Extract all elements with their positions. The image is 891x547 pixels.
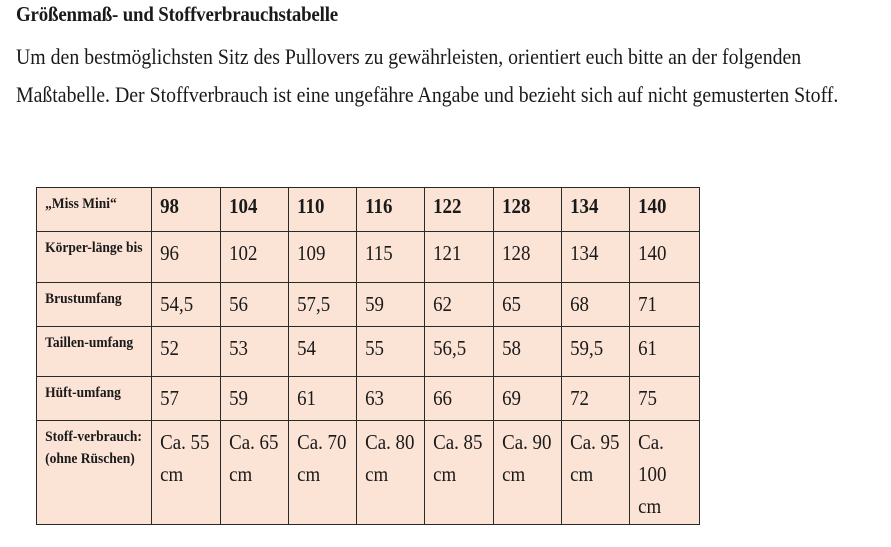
size-header-cell xyxy=(630,188,700,232)
table-cell xyxy=(152,327,221,377)
table-cell xyxy=(152,377,221,421)
table-cell xyxy=(562,327,630,377)
size-label: 104 xyxy=(229,194,258,218)
intro-text xyxy=(16,38,880,114)
cell-value: 65 xyxy=(502,292,521,316)
size-label: 98 xyxy=(160,194,179,218)
cell-value: 68 xyxy=(570,292,589,316)
intro-paragraph: Um den bestmöglichsten Sitz des Pullovers zu gewährleisten, orientiert euch bitte an der folgenden Maßtabelle. Der Stoffverbrauch ist eine ungefähre Angabe und bezieht sich auf nicht gemusterten Stoff. xyxy=(16,44,839,107)
cell-value: 59 xyxy=(365,292,384,316)
table-header-row xyxy=(37,188,700,232)
cell-value: 54,5 xyxy=(160,292,194,316)
cell-value: 56 xyxy=(229,292,248,316)
row-label-cell xyxy=(37,232,152,283)
table-cell xyxy=(357,327,425,377)
table-cell xyxy=(289,421,357,525)
table-cell xyxy=(289,232,357,283)
table-cell xyxy=(630,232,700,283)
size-header-cell xyxy=(152,188,221,232)
row-label-cell xyxy=(37,377,152,421)
cell-value: Ca. 90 cm xyxy=(502,430,552,486)
table-cell xyxy=(630,327,700,377)
cell-value: 121 xyxy=(433,241,462,265)
table-cell xyxy=(152,421,221,525)
header-label-cell xyxy=(37,188,152,232)
size-header-cell xyxy=(221,188,289,232)
table-row xyxy=(37,421,700,525)
cell-value: 102 xyxy=(229,241,258,265)
table-cell xyxy=(630,377,700,421)
table-cell xyxy=(289,283,357,327)
table-cell xyxy=(494,377,562,421)
table-cell xyxy=(221,283,289,327)
table-cell xyxy=(562,377,630,421)
cell-value: Ca. 100 cm xyxy=(638,430,667,518)
table-cell xyxy=(562,283,630,327)
cell-value: 128 xyxy=(502,241,531,265)
row-label: Stoff-verbrauch: (ohne Rüschen) xyxy=(45,429,142,467)
table-cell xyxy=(425,327,494,377)
cell-value: 140 xyxy=(638,241,667,265)
size-chart-table xyxy=(36,187,700,525)
table-cell xyxy=(562,421,630,525)
cell-value: 59 xyxy=(229,386,248,410)
size-label: 140 xyxy=(638,194,667,218)
cell-value: 109 xyxy=(297,241,326,265)
cell-value: 58 xyxy=(502,336,521,360)
cell-value: 75 xyxy=(638,386,657,410)
cell-value: 66 xyxy=(433,386,452,410)
table-cell xyxy=(425,377,494,421)
size-label: 134 xyxy=(570,194,599,218)
cell-value: 134 xyxy=(570,241,599,265)
cell-value: 59,5 xyxy=(570,336,604,360)
cell-value: Ca. 70 cm xyxy=(297,430,347,486)
cell-value: 52 xyxy=(160,336,179,360)
header-label: „Miss Mini“ xyxy=(45,196,117,212)
cell-value: Ca. 55 cm xyxy=(160,430,210,486)
cell-value: 63 xyxy=(365,386,384,410)
table-cell xyxy=(289,377,357,421)
table-cell xyxy=(630,283,700,327)
table-cell xyxy=(357,283,425,327)
table-cell xyxy=(221,377,289,421)
size-header-cell xyxy=(494,188,562,232)
table-row xyxy=(37,377,700,421)
table-row xyxy=(37,283,700,327)
table-cell xyxy=(494,232,562,283)
cell-value: 115 xyxy=(365,241,393,265)
row-label: Taillen-umfang xyxy=(45,335,134,351)
cell-value: Ca. 80 cm xyxy=(365,430,415,486)
table-cell xyxy=(152,283,221,327)
cell-value: 72 xyxy=(570,386,589,410)
size-label: 116 xyxy=(365,194,393,218)
table-cell xyxy=(357,232,425,283)
table-row xyxy=(37,232,700,283)
row-label-cell xyxy=(37,283,152,327)
cell-value: 54 xyxy=(297,336,316,360)
row-label: Hüft-umfang xyxy=(45,385,121,401)
table-cell xyxy=(630,421,700,525)
table-row xyxy=(37,327,700,377)
cell-value: 71 xyxy=(638,292,657,316)
size-label: 110 xyxy=(297,194,325,218)
row-label-cell xyxy=(37,421,152,525)
cell-value: 57,5 xyxy=(297,292,331,316)
table-cell xyxy=(221,232,289,283)
size-header-cell xyxy=(357,188,425,232)
cell-value: 96 xyxy=(160,241,179,265)
table-cell xyxy=(494,327,562,377)
row-label: Brustumfang xyxy=(45,291,122,307)
table-cell xyxy=(357,377,425,421)
table-cell xyxy=(289,327,357,377)
size-header-cell xyxy=(289,188,357,232)
table-cell xyxy=(152,232,221,283)
table-cell xyxy=(425,421,494,525)
table-cell xyxy=(494,421,562,525)
cell-value: 57 xyxy=(160,386,179,410)
cell-value: Ca. 65 cm xyxy=(229,430,279,486)
cell-value: 56,5 xyxy=(433,336,467,360)
size-label: 122 xyxy=(433,194,462,218)
size-header-cell xyxy=(562,188,630,232)
table-cell xyxy=(357,421,425,525)
size-label: 128 xyxy=(502,194,531,218)
cell-value: 61 xyxy=(297,386,316,410)
cell-value: 55 xyxy=(365,336,384,360)
table-cell xyxy=(221,421,289,525)
cell-value: 61 xyxy=(638,336,657,360)
cell-value: 62 xyxy=(433,292,452,316)
cell-value: 69 xyxy=(502,386,521,410)
table-cell xyxy=(562,232,630,283)
row-label-cell xyxy=(37,327,152,377)
row-label: Körper-länge bis xyxy=(45,240,143,256)
cell-value: Ca. 85 cm xyxy=(433,430,483,486)
table-cell xyxy=(425,232,494,283)
table-cell xyxy=(425,283,494,327)
size-header-cell xyxy=(425,188,494,232)
cell-value: 53 xyxy=(229,336,248,360)
table-cell xyxy=(221,327,289,377)
table-cell xyxy=(494,283,562,327)
cell-value: Ca. 95 cm xyxy=(570,430,620,486)
page-title: Größenmaß- und Stoffverbrauchstabelle xyxy=(16,2,339,26)
